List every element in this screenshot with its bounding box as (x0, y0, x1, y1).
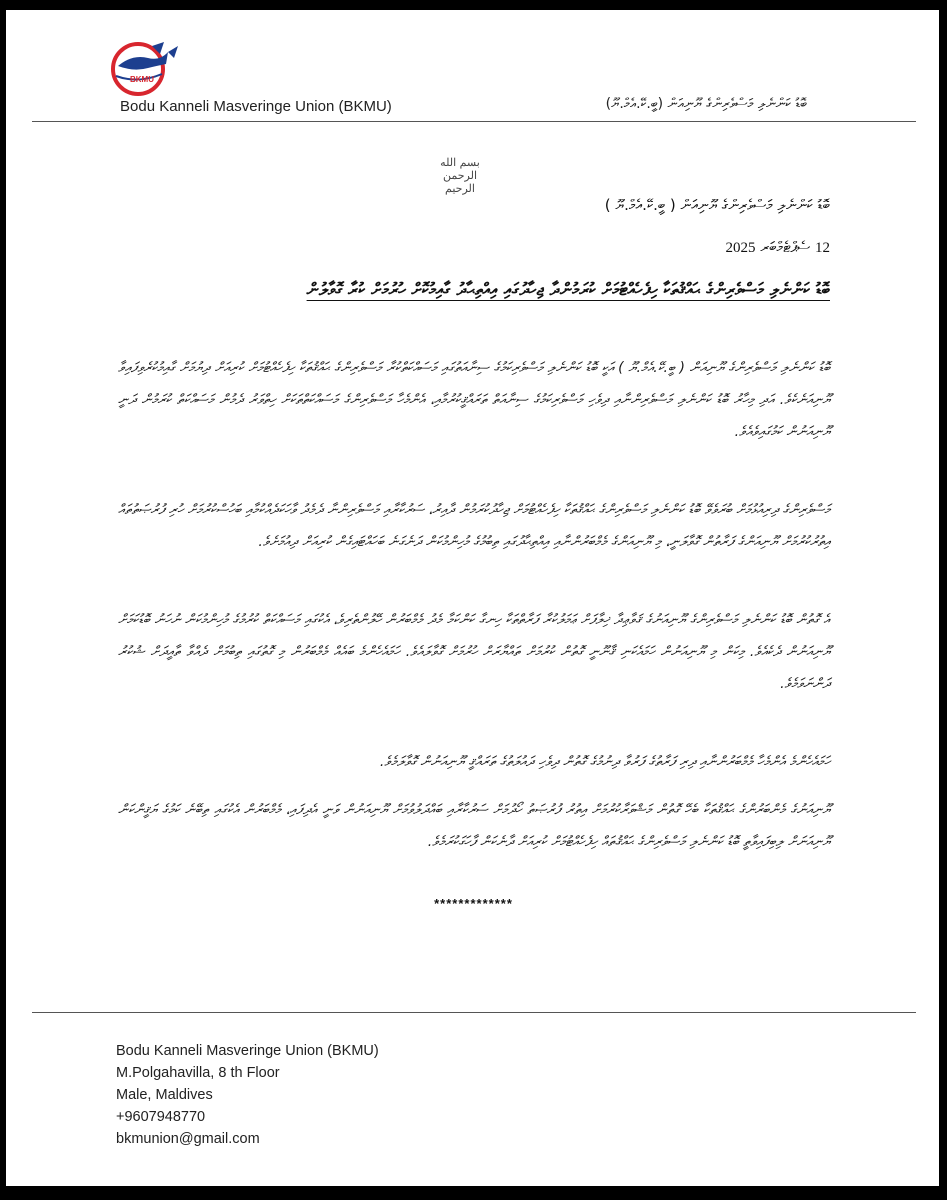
bismillah: بسم الله الرحمن الرحيم (440, 156, 480, 195)
date-day: 12 (815, 240, 830, 256)
footer-city-line: Male, Maldives (116, 1087, 213, 1103)
date-month: ސެޕްޓެމްބަރ (760, 238, 811, 256)
frame-bottom-edge (0, 1186, 947, 1200)
header-divider (32, 121, 916, 122)
logo-text: BKMU (130, 75, 154, 84)
paragraph-1: ބޮޑު ކަންނެލި މަސްވެރިންގެ ޔޫނިއަން ( ބީ.ކޭ.އެމް.ޔޫ ) އަކީ ބޮޑު ކަންނެލި މަސްވެރިކަމުގެ ސިނާއަތުގައި މަސައްކަތްކުރާ މަސްވެރިންގެ ޙައްޤުތަކާ ހިފެހެއްޓުމަށް ކުރިއަށް ދިޔުމަށް ގާއިމުކުރެވިފައިވާ ޔޫނިއަނެކެވެ. އަދި މިހާރު ބޮޑު ކަންނެލި މަސްވެރިންނާއި ދިވެހި މަސްވެރިކަމުގެ ސިނާއަތް ތަރައްޤީކުރުމާއި، އެންމެހާ މަސްވެރިންގެ މަސައްކަތްތަކަށް ހިތްވަރު ދެމުން މަސައްކަތް ކުރަމުން ދަނީ ޔޫނިއަނުން ކަމުގައިވެއެވެ. (118, 360, 830, 440)
header-organization-name-dhivehi: ބޮޑު ކަންނެލި މަސްވެރިންގެ ޔޫނިއަން (ބީ.ކޭ.އެމް.ޔޫ) (605, 96, 807, 112)
bkmu-logo (108, 36, 182, 98)
paragraph-3: އެ ގޮތުން ބޮޑު ކަންނެލި މަސްވެރިންގެ ޔޫނިއަނުގެ ޤަވާޢިދާ ޚިލާފަށް ޢަމަލުކުރާ ފަރާތްތަކާ ހިނގާ ކަންކަމާ މެދު މެމްބަރުން ހޭލުންތެރިވެ، އެކުގައި މަސައްކަތް ކުރުމުގެ މުހިންމުކަން ނުހަނު ބޮޑުކަމަށް ޔޫނިއަނުން ދެކެއެވެ. މިކަން މި ޔޫނިއަނުން ހަމައެކަނި ޤާނޫނީ ގޮތުން ކުރުމަށް ތައްޔާރަށް ހުރުމަށް ގޮވާލައެވެ. ހަމައެހެންމެ ބައެއް މެމްބަރުން މި ގޮތުގައި ތިބުމަށް ދެއްވާ ތާއީދަށް ޝުކުރު ދަންނަވަމެވެ. (118, 612, 830, 692)
addressee-organization: ބޮޑު ކަންނެލި މަސްވެރިންގެ ޔޫނިއަން ( ބީ.ކޭ.އެމް.ޔޫ ) (604, 196, 830, 214)
frame-right-edge (939, 0, 947, 1200)
paragraph-4: ހަމައެހެންމެ އެންމެހާ މެމްބަރުންނާއި ދިރި ފަރާތުގެ ފަރުވާ ދިނުމުގެ ގޮތުން ދިވެހި ދައުލަތުގެ ތަރައްޤީ ޔޫނިއަނުން ގޮވާލަމެވެ. (379, 754, 830, 770)
footer-contact-block (116, 1040, 379, 1150)
paragraph-5: ޔޫނިއަނުގެ މެންބަރުންގެ ޙައްޤުތަކާ ބެހޭ ގޮތުން މަޝްވަރާކުރުމަށް އިތުރު ފުރުޞަތު ހޯދުމަށް ސަރުކާރާއި ބައްދަލުވުމަށް ޔޫނިއަނުން ވަނީ އެދިފައި، މެމްބަރުން އެކުގައި ތިބޭނެ ކަމުގެ ޔަޤީންކަން ޔޫނިއަނަށް ލިބިފައިވާތީ ބޮޑު ކަންނެލި މަސްވެރިންގެ ޙައްޤުތައް ހިފެހެއްޓުމަށް ކުރިއަށް ދާނެކަން ފާހަގަކުރަމެވެ. (118, 802, 830, 850)
footer-address-line: M.Polgahavilla, 8 th Floor (116, 1065, 280, 1081)
end-separator: ************* (434, 896, 513, 911)
footer-email: bkmunion@gmail.com (116, 1131, 260, 1147)
footer-divider (32, 1012, 916, 1013)
letter-date (118, 238, 830, 257)
letter-title: ބޮޑު ކަންނެލި މަސްވެރިންގެ ޙައްޤުތަކާ ހިފެހެއްޓުމަށް ކުރަމުންދާ ޖިހާދުގައި އިއްތިޙާދު ގާއިމުކޮށް ހުރުމަށް ކުރާ ގޮވާލުން (306, 280, 830, 300)
frame-left-edge (0, 0, 6, 1200)
header-organization-name: Bodu Kanneli Masveringe Union (BKMU) (120, 98, 392, 115)
footer-phone: +9607948770 (116, 1109, 206, 1125)
frame-top-edge (0, 0, 947, 10)
paragraph-2: މަސްވެރިންގެ ދިރިއުޅުމަށް ބުރަވެވޭ ބޮޑު ކަންނެލި މަސްވެރިންގެ ޙައްޤުތަކާ ހިފެހެއްޓުމަށް ޖިހާދުކުރަމުން ދާއިރު، ސަރުކާރާއި މަސްވެރިންނާ ދެމެދު ވާހަކަދެއްކުމާއި ބަހުސްކުރުމަށް ހުރި ފުރުޞަތުތައް އިތުރުކުރުމަށް ޔޫނިއަންގެ ފަރާތުން ގޮވާލަނީ، މި ޔޫނިއަންގެ މެމްބަރުންނާއި އިއްތިޙާދުގައި ތިބުމުގެ މުހިންމުކަން ދަނެގަނެ ބަހައްޓައިގެން ކުރިއަށް ދިއުމަށެވެ. (118, 502, 830, 550)
date-year: 2025 (725, 240, 756, 256)
footer-organization-name: Bodu Kanneli Masveringe Union (BKMU) (116, 1043, 379, 1059)
